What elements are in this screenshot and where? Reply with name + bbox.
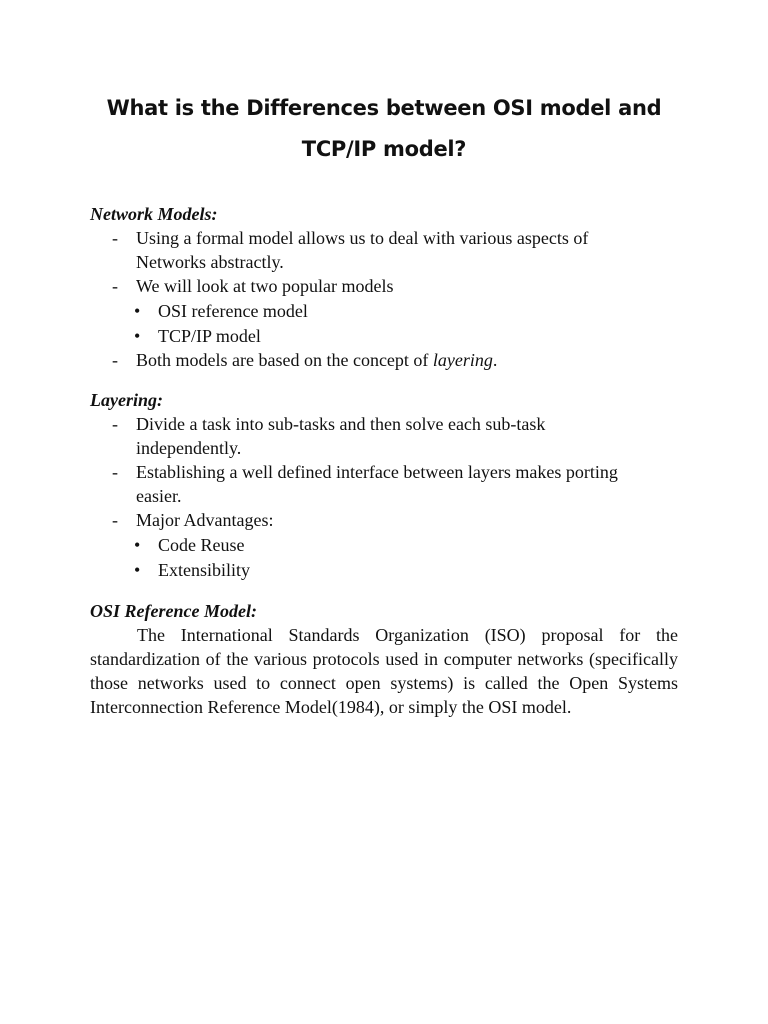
bullet-item	[90, 558, 680, 582]
network-models-heading: Network Models:	[90, 204, 218, 224]
bullet-marker: •	[134, 535, 141, 555]
bullet-text: Code Reuse	[158, 535, 245, 555]
list-item-text-continued: Networks abstractly.	[136, 252, 284, 272]
dash-marker: -	[112, 228, 118, 248]
bullet-item	[90, 533, 680, 557]
list-item-text: We will look at two popular models	[136, 276, 394, 296]
list-item-text-start: Both models are based on the concept of	[136, 350, 433, 370]
list-item	[90, 508, 680, 532]
list-item	[90, 412, 680, 460]
layering-section	[90, 388, 680, 582]
list-item-text	[136, 348, 680, 372]
list-item	[90, 226, 680, 274]
document-title-line-1: What is the Differences between OSI model and	[106, 96, 662, 120]
layering-heading: Layering:	[90, 390, 163, 410]
bullet-text: TCP/IP model	[158, 326, 261, 346]
bullet-text: OSI reference model	[158, 301, 308, 321]
list-item-text: Establishing a well defined interface between layers makes porting	[136, 462, 618, 482]
list-item-text: Using a formal model allows us to deal with various aspects of	[136, 228, 589, 248]
sentence-period: .	[492, 350, 498, 370]
dash-marker: -	[112, 510, 118, 530]
bullet-item	[90, 299, 680, 323]
list-item-text: Divide a task into sub-tasks and then solve each sub-task	[136, 414, 546, 434]
dash-marker: -	[112, 350, 118, 370]
osi-paragraph: The International Standards Organization (ISO) proposal for the standardization of the various protocols used in computer networks (specifically those networks used to connect open systems) is called the Open Systems Interconnection Reference Model(1984), or simply the OSI model.	[90, 625, 678, 717]
bullet-item	[90, 324, 680, 348]
bullet-text: Extensibility	[158, 560, 250, 580]
list-item-text: Major Advantages:	[136, 510, 274, 530]
bullet-marker: •	[134, 326, 141, 346]
osi-section	[90, 599, 680, 719]
list-item	[90, 348, 680, 372]
list-item-text-continued: independently.	[136, 438, 242, 458]
osi-heading: OSI Reference Model:	[90, 601, 257, 621]
network-models-section	[90, 202, 680, 372]
list-item	[90, 460, 680, 508]
list-item-text-continued: easier.	[136, 486, 182, 506]
layering-term: layering	[432, 350, 493, 370]
dash-marker: -	[112, 276, 118, 296]
list-item	[90, 274, 680, 298]
bullet-marker: •	[134, 301, 141, 321]
dash-marker: -	[112, 462, 118, 482]
bullet-marker: •	[134, 560, 141, 580]
document-title-line-2: TCP/IP model?	[301, 137, 467, 161]
dash-marker: -	[112, 414, 118, 434]
